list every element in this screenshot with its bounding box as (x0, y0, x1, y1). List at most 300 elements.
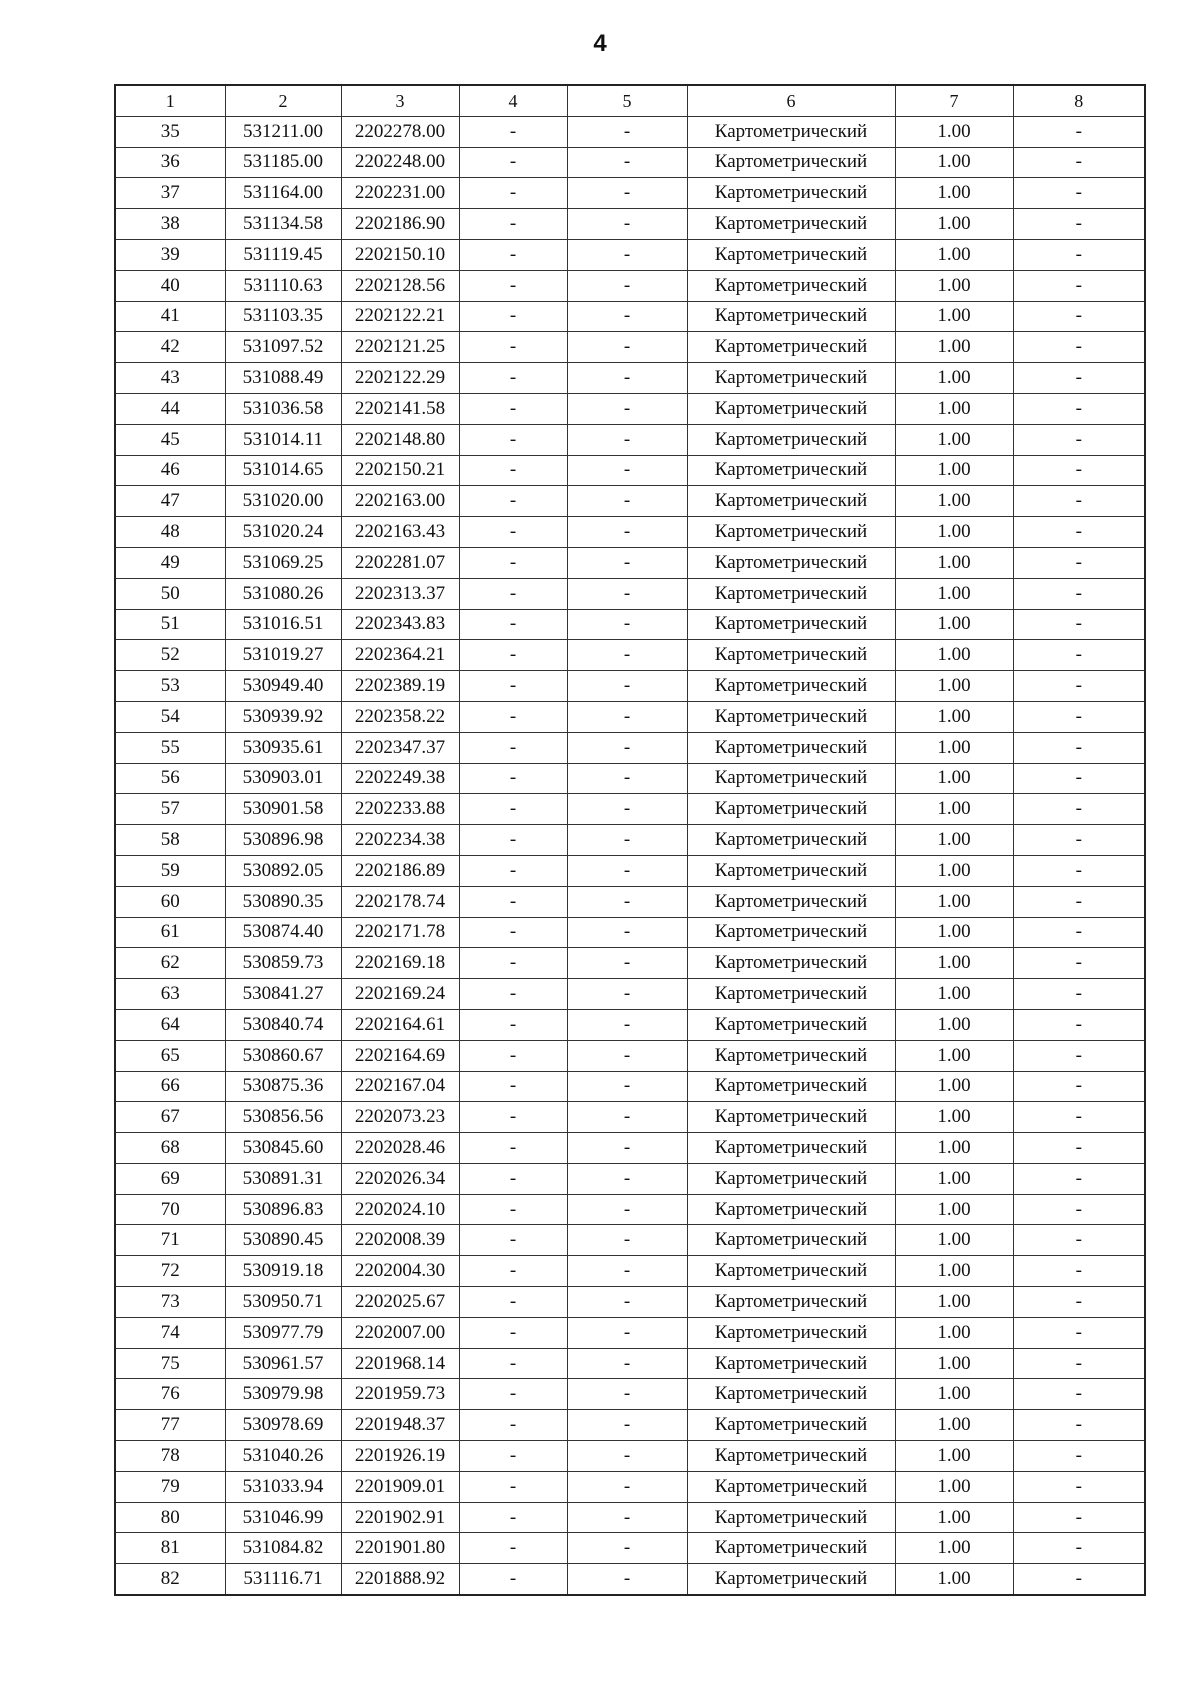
table-row (115, 332, 1145, 363)
y-coordinate-cell: 2202024.10 (341, 1194, 459, 1225)
point-number-cell: 61 (115, 917, 225, 948)
y-coordinate-cell: 2202122.29 (341, 363, 459, 394)
column-8-cell: - (1013, 1009, 1145, 1040)
column-4-cell: - (459, 732, 567, 763)
column-4-cell: - (459, 1102, 567, 1133)
x-coordinate-cell: 531110.63 (225, 270, 341, 301)
x-coordinate-cell: 530896.98 (225, 825, 341, 856)
column-4-cell: - (459, 1348, 567, 1379)
point-number-cell: 45 (115, 424, 225, 455)
table-row (115, 1348, 1145, 1379)
method-cell: Картометрический (687, 855, 895, 886)
column-4-cell: - (459, 1533, 567, 1564)
accuracy-cell: 1.00 (895, 1071, 1013, 1102)
column-8-cell: - (1013, 147, 1145, 178)
column-8-cell: - (1013, 1225, 1145, 1256)
column-8-cell: - (1013, 1256, 1145, 1287)
table-row (115, 1133, 1145, 1164)
accuracy-cell: 1.00 (895, 239, 1013, 270)
column-5-cell: - (567, 1225, 687, 1256)
column-8-cell: - (1013, 671, 1145, 702)
page-number: 4 (593, 30, 607, 57)
point-number-cell: 49 (115, 547, 225, 578)
point-number-cell: 68 (115, 1133, 225, 1164)
method-cell: Картометрический (687, 209, 895, 240)
y-coordinate-cell: 2202028.46 (341, 1133, 459, 1164)
column-8-cell: - (1013, 517, 1145, 548)
y-coordinate-cell: 2202389.19 (341, 671, 459, 702)
method-cell: Картометрический (687, 763, 895, 794)
y-coordinate-cell: 2202364.21 (341, 640, 459, 671)
table-row (115, 701, 1145, 732)
y-coordinate-cell: 2202249.38 (341, 763, 459, 794)
x-coordinate-cell: 530949.40 (225, 671, 341, 702)
column-4-cell: - (459, 424, 567, 455)
accuracy-cell: 1.00 (895, 1256, 1013, 1287)
x-coordinate-cell: 530892.05 (225, 855, 341, 886)
method-cell: Картометрический (687, 486, 895, 517)
method-cell: Картометрический (687, 270, 895, 301)
method-cell: Картометрический (687, 301, 895, 332)
column-8-cell: - (1013, 578, 1145, 609)
column-5-cell: - (567, 455, 687, 486)
point-number-cell: 56 (115, 763, 225, 794)
column-8-cell: - (1013, 917, 1145, 948)
column-8-cell: - (1013, 886, 1145, 917)
table-row (115, 1441, 1145, 1472)
point-number-cell: 81 (115, 1533, 225, 1564)
column-4-cell: - (459, 147, 567, 178)
table-row (115, 578, 1145, 609)
y-coordinate-cell: 2202167.04 (341, 1071, 459, 1102)
x-coordinate-cell: 530841.27 (225, 979, 341, 1010)
point-number-cell: 42 (115, 332, 225, 363)
column-8-cell: - (1013, 1471, 1145, 1502)
point-number-cell: 48 (115, 517, 225, 548)
method-cell: Картометрический (687, 1379, 895, 1410)
x-coordinate-cell: 530961.57 (225, 1348, 341, 1379)
x-coordinate-cell: 531119.45 (225, 239, 341, 270)
column-4-cell: - (459, 393, 567, 424)
accuracy-cell: 1.00 (895, 1163, 1013, 1194)
method-cell: Картометрический (687, 1071, 895, 1102)
y-coordinate-cell: 2202164.61 (341, 1009, 459, 1040)
column-8-cell: - (1013, 393, 1145, 424)
column-4-cell: - (459, 486, 567, 517)
column-8-cell: - (1013, 1102, 1145, 1133)
table-row (115, 178, 1145, 209)
accuracy-cell: 1.00 (895, 1410, 1013, 1441)
point-number-cell: 71 (115, 1225, 225, 1256)
accuracy-cell: 1.00 (895, 763, 1013, 794)
column-8-cell: - (1013, 239, 1145, 270)
method-cell: Картометрический (687, 701, 895, 732)
y-coordinate-cell: 2202163.43 (341, 517, 459, 548)
x-coordinate-cell: 530840.74 (225, 1009, 341, 1040)
accuracy-cell: 1.00 (895, 1133, 1013, 1164)
table-row (115, 917, 1145, 948)
accuracy-cell: 1.00 (895, 1502, 1013, 1533)
method-cell: Картометрический (687, 948, 895, 979)
y-coordinate-cell: 2201968.14 (341, 1348, 459, 1379)
column-5-cell: - (567, 1133, 687, 1164)
y-coordinate-cell: 2202004.30 (341, 1256, 459, 1287)
y-coordinate-cell: 2202141.58 (341, 393, 459, 424)
y-coordinate-cell: 2202007.00 (341, 1317, 459, 1348)
accuracy-cell: 1.00 (895, 794, 1013, 825)
x-coordinate-cell: 530903.01 (225, 763, 341, 794)
x-coordinate-cell: 531046.99 (225, 1502, 341, 1533)
point-number-cell: 73 (115, 1287, 225, 1318)
y-coordinate-cell: 2201959.73 (341, 1379, 459, 1410)
column-header: 1 (115, 85, 225, 116)
point-number-cell: 76 (115, 1379, 225, 1410)
y-coordinate-cell: 2201926.19 (341, 1441, 459, 1472)
table-row (115, 855, 1145, 886)
column-8-cell: - (1013, 732, 1145, 763)
accuracy-cell: 1.00 (895, 578, 1013, 609)
y-coordinate-cell: 2202233.88 (341, 794, 459, 825)
point-number-cell: 43 (115, 363, 225, 394)
column-5-cell: - (567, 486, 687, 517)
y-coordinate-cell: 2202231.00 (341, 178, 459, 209)
point-number-cell: 77 (115, 1410, 225, 1441)
x-coordinate-cell: 531020.24 (225, 517, 341, 548)
column-8-cell: - (1013, 640, 1145, 671)
accuracy-cell: 1.00 (895, 855, 1013, 886)
x-coordinate-cell: 530845.60 (225, 1133, 341, 1164)
x-coordinate-cell: 531097.52 (225, 332, 341, 363)
column-4-cell: - (459, 1071, 567, 1102)
column-8-cell: - (1013, 1317, 1145, 1348)
column-8-cell: - (1013, 1040, 1145, 1071)
accuracy-cell: 1.00 (895, 640, 1013, 671)
column-4-cell: - (459, 948, 567, 979)
x-coordinate-cell: 530859.73 (225, 948, 341, 979)
column-5-cell: - (567, 1102, 687, 1133)
y-coordinate-cell: 2202343.83 (341, 609, 459, 640)
column-8-cell: - (1013, 363, 1145, 394)
table-row (115, 794, 1145, 825)
accuracy-cell: 1.00 (895, 547, 1013, 578)
x-coordinate-cell: 531014.11 (225, 424, 341, 455)
column-5-cell: - (567, 301, 687, 332)
table-header-row (115, 85, 1145, 116)
table-row (115, 301, 1145, 332)
method-cell: Картометрический (687, 1317, 895, 1348)
point-number-cell: 53 (115, 671, 225, 702)
table-row (115, 393, 1145, 424)
y-coordinate-cell: 2201909.01 (341, 1471, 459, 1502)
method-cell: Картометрический (687, 886, 895, 917)
accuracy-cell: 1.00 (895, 825, 1013, 856)
y-coordinate-cell: 2201901.80 (341, 1533, 459, 1564)
point-number-cell: 47 (115, 486, 225, 517)
y-coordinate-cell: 2202278.00 (341, 116, 459, 147)
table-row (115, 1317, 1145, 1348)
column-4-cell: - (459, 855, 567, 886)
y-coordinate-cell: 2201888.92 (341, 1564, 459, 1595)
column-8-cell: - (1013, 209, 1145, 240)
x-coordinate-cell: 530890.35 (225, 886, 341, 917)
accuracy-cell: 1.00 (895, 147, 1013, 178)
column-5-cell: - (567, 640, 687, 671)
method-cell: Картометрический (687, 1256, 895, 1287)
column-8-cell: - (1013, 1410, 1145, 1441)
y-coordinate-cell: 2202347.37 (341, 732, 459, 763)
point-number-cell: 60 (115, 886, 225, 917)
column-4-cell: - (459, 825, 567, 856)
column-4-cell: - (459, 1317, 567, 1348)
y-coordinate-cell: 2202025.67 (341, 1287, 459, 1318)
x-coordinate-cell: 531033.94 (225, 1471, 341, 1502)
y-coordinate-cell: 2202128.56 (341, 270, 459, 301)
x-coordinate-cell: 531103.35 (225, 301, 341, 332)
point-number-cell: 80 (115, 1502, 225, 1533)
column-8-cell: - (1013, 701, 1145, 732)
table-row (115, 1071, 1145, 1102)
accuracy-cell: 1.00 (895, 363, 1013, 394)
table-row (115, 1163, 1145, 1194)
column-5-cell: - (567, 1040, 687, 1071)
table-row (115, 1225, 1145, 1256)
column-8-cell: - (1013, 178, 1145, 209)
method-cell: Картометрический (687, 1287, 895, 1318)
x-coordinate-cell: 531019.27 (225, 640, 341, 671)
method-cell: Картометрический (687, 578, 895, 609)
table-row (115, 763, 1145, 794)
column-5-cell: - (567, 1317, 687, 1348)
column-4-cell: - (459, 1133, 567, 1164)
x-coordinate-cell: 531134.58 (225, 209, 341, 240)
point-number-cell: 78 (115, 1441, 225, 1472)
method-cell: Картометрический (687, 1133, 895, 1164)
table-row (115, 270, 1145, 301)
x-coordinate-cell: 530901.58 (225, 794, 341, 825)
y-coordinate-cell: 2202186.90 (341, 209, 459, 240)
table-row (115, 1102, 1145, 1133)
x-coordinate-cell: 530896.83 (225, 1194, 341, 1225)
table-row (115, 671, 1145, 702)
column-4-cell: - (459, 578, 567, 609)
column-5-cell: - (567, 1471, 687, 1502)
table-row (115, 239, 1145, 270)
x-coordinate-cell: 531164.00 (225, 178, 341, 209)
column-5-cell: - (567, 855, 687, 886)
column-8-cell: - (1013, 547, 1145, 578)
accuracy-cell: 1.00 (895, 886, 1013, 917)
point-number-cell: 63 (115, 979, 225, 1010)
point-number-cell: 41 (115, 301, 225, 332)
column-4-cell: - (459, 1287, 567, 1318)
column-8-cell: - (1013, 763, 1145, 794)
method-cell: Картометрический (687, 794, 895, 825)
column-8-cell: - (1013, 1348, 1145, 1379)
column-8-cell: - (1013, 1133, 1145, 1164)
accuracy-cell: 1.00 (895, 209, 1013, 240)
column-8-cell: - (1013, 1163, 1145, 1194)
x-coordinate-cell: 530890.45 (225, 1225, 341, 1256)
x-coordinate-cell: 531020.00 (225, 486, 341, 517)
x-coordinate-cell: 531016.51 (225, 609, 341, 640)
column-4-cell: - (459, 455, 567, 486)
column-5-cell: - (567, 393, 687, 424)
y-coordinate-cell: 2202164.69 (341, 1040, 459, 1071)
column-5-cell: - (567, 1348, 687, 1379)
method-cell: Картометрический (687, 640, 895, 671)
column-4-cell: - (459, 209, 567, 240)
y-coordinate-cell: 2202171.78 (341, 917, 459, 948)
accuracy-cell: 1.00 (895, 1317, 1013, 1348)
column-4-cell: - (459, 301, 567, 332)
accuracy-cell: 1.00 (895, 701, 1013, 732)
accuracy-cell: 1.00 (895, 1471, 1013, 1502)
column-5-cell: - (567, 886, 687, 917)
point-number-cell: 59 (115, 855, 225, 886)
method-cell: Картометрический (687, 517, 895, 548)
table-row (115, 1256, 1145, 1287)
column-5-cell: - (567, 1194, 687, 1225)
column-5-cell: - (567, 270, 687, 301)
column-5-cell: - (567, 1071, 687, 1102)
table-row (115, 1194, 1145, 1225)
y-coordinate-cell: 2201948.37 (341, 1410, 459, 1441)
y-coordinate-cell: 2202178.74 (341, 886, 459, 917)
column-5-cell: - (567, 825, 687, 856)
column-4-cell: - (459, 270, 567, 301)
point-number-cell: 64 (115, 1009, 225, 1040)
column-8-cell: - (1013, 332, 1145, 363)
accuracy-cell: 1.00 (895, 1102, 1013, 1133)
column-4-cell: - (459, 363, 567, 394)
column-4-cell: - (459, 1040, 567, 1071)
point-number-cell: 74 (115, 1317, 225, 1348)
column-5-cell: - (567, 701, 687, 732)
column-5-cell: - (567, 147, 687, 178)
point-number-cell: 54 (115, 701, 225, 732)
point-number-cell: 55 (115, 732, 225, 763)
column-8-cell: - (1013, 1379, 1145, 1410)
table-row (115, 825, 1145, 856)
table-row (115, 1040, 1145, 1071)
column-header: 2 (225, 85, 341, 116)
column-header: 7 (895, 85, 1013, 116)
column-4-cell: - (459, 1194, 567, 1225)
x-coordinate-cell: 531036.58 (225, 393, 341, 424)
method-cell: Картометрический (687, 917, 895, 948)
point-number-cell: 35 (115, 116, 225, 147)
method-cell: Картометрический (687, 609, 895, 640)
column-4-cell: - (459, 116, 567, 147)
method-cell: Картометрический (687, 1533, 895, 1564)
method-cell: Картометрический (687, 332, 895, 363)
column-4-cell: - (459, 1502, 567, 1533)
method-cell: Картометрический (687, 979, 895, 1010)
column-5-cell: - (567, 517, 687, 548)
point-number-cell: 70 (115, 1194, 225, 1225)
table-row (115, 209, 1145, 240)
table-row (115, 640, 1145, 671)
y-coordinate-cell: 2202122.21 (341, 301, 459, 332)
y-coordinate-cell: 2202313.37 (341, 578, 459, 609)
column-8-cell: - (1013, 270, 1145, 301)
column-8-cell: - (1013, 301, 1145, 332)
column-8-cell: - (1013, 1194, 1145, 1225)
column-4-cell: - (459, 1009, 567, 1040)
table-row (115, 1287, 1145, 1318)
x-coordinate-cell: 530891.31 (225, 1163, 341, 1194)
point-number-cell: 66 (115, 1071, 225, 1102)
table-row (115, 1533, 1145, 1564)
x-coordinate-cell: 530935.61 (225, 732, 341, 763)
column-4-cell: - (459, 671, 567, 702)
column-5-cell: - (567, 1502, 687, 1533)
column-4-cell: - (459, 917, 567, 948)
method-cell: Картометрический (687, 1194, 895, 1225)
x-coordinate-cell: 530978.69 (225, 1410, 341, 1441)
x-coordinate-cell: 530919.18 (225, 1256, 341, 1287)
x-coordinate-cell: 530950.71 (225, 1287, 341, 1318)
method-cell: Картометрический (687, 1502, 895, 1533)
method-cell: Картометрический (687, 1471, 895, 1502)
column-8-cell: - (1013, 855, 1145, 886)
column-8-cell: - (1013, 1071, 1145, 1102)
table-row (115, 1471, 1145, 1502)
table-row (115, 363, 1145, 394)
table-row (115, 979, 1145, 1010)
column-header: 3 (341, 85, 459, 116)
method-cell: Картометрический (687, 147, 895, 178)
table-row (115, 732, 1145, 763)
table-row (115, 886, 1145, 917)
y-coordinate-cell: 2202148.80 (341, 424, 459, 455)
table-row (115, 116, 1145, 147)
x-coordinate-cell: 531185.00 (225, 147, 341, 178)
column-5-cell: - (567, 979, 687, 1010)
column-8-cell: - (1013, 1564, 1145, 1595)
point-number-cell: 69 (115, 1163, 225, 1194)
accuracy-cell: 1.00 (895, 270, 1013, 301)
x-coordinate-cell: 531014.65 (225, 455, 341, 486)
column-5-cell: - (567, 178, 687, 209)
column-4-cell: - (459, 701, 567, 732)
method-cell: Картометрический (687, 825, 895, 856)
column-5-cell: - (567, 363, 687, 394)
column-5-cell: - (567, 547, 687, 578)
method-cell: Картометрический (687, 1564, 895, 1595)
table-row (115, 547, 1145, 578)
column-8-cell: - (1013, 979, 1145, 1010)
y-coordinate-cell: 2202186.89 (341, 855, 459, 886)
point-number-cell: 67 (115, 1102, 225, 1133)
method-cell: Картометрический (687, 1225, 895, 1256)
accuracy-cell: 1.00 (895, 178, 1013, 209)
method-cell: Картометрический (687, 393, 895, 424)
table-row (115, 424, 1145, 455)
column-5-cell: - (567, 609, 687, 640)
accuracy-cell: 1.00 (895, 116, 1013, 147)
y-coordinate-cell: 2202248.00 (341, 147, 459, 178)
method-cell: Картометрический (687, 455, 895, 486)
column-8-cell: - (1013, 825, 1145, 856)
column-8-cell: - (1013, 794, 1145, 825)
coordinates-table-body (115, 85, 1145, 1595)
column-4-cell: - (459, 332, 567, 363)
method-cell: Картометрический (687, 178, 895, 209)
method-cell: Картометрический (687, 1410, 895, 1441)
column-8-cell: - (1013, 609, 1145, 640)
table-row (115, 486, 1145, 517)
